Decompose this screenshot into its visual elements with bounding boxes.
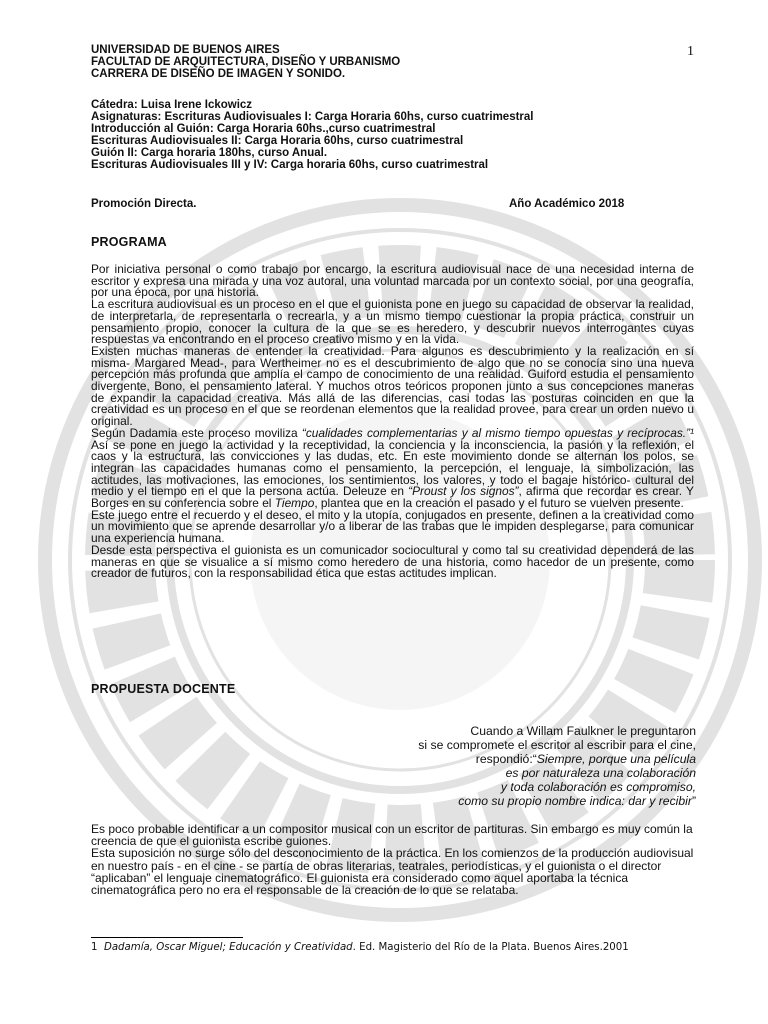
- course-line: Asignaturas: Escrituras Audiovisuales I: Carga Horaria 60hs, curso cuatrimestral: [91, 111, 534, 123]
- promotion-type: Promoción Directa.: [91, 198, 197, 210]
- book-title: “Proust y los signos”: [408, 484, 519, 499]
- paragraph: Esta suposición no surge sólo del desconocimiento de la práctica. En los comienzos de la producción audiovisual en nuestro país - en el cine - se partía de obras literarias, teatrales, periodísticas, y el guionista o el director “aplicaban” el lenguaje cinematográfico. El guionista era considerado como aquel aportaba la técnica cinematográfica pero no era el responsable de la creación de lo que se relataba.: [91, 846, 694, 898]
- section-title-propuesta: PROPUESTA DOCENTE: [91, 682, 236, 696]
- section-title-programa: PROGRAMA: [91, 235, 167, 249]
- course-line: Escrituras Audiovisuales II: Carga Horaria 60hs, curso cuatrimestral: [91, 135, 464, 147]
- programa-body: [91, 264, 694, 580]
- header-line: UNIVERSIDAD DE BUENOS AIRES: [91, 44, 280, 56]
- header-line: CARRERA DE DISEÑO DE IMAGEN Y SONIDO.: [91, 68, 346, 80]
- course-line: Introducción al Guión: Carga Horaria 60hs.,curso cuatrimestral: [91, 123, 436, 135]
- course-line: Escrituras Audiovisuales III y IV: Carga horaria 60hs, curso cuatrimestral: [91, 159, 489, 171]
- paragraph: Según Dadamia este proceso moviliza “cualidades complementarias y al mismo tiempo opuestas y recíprocas.”¹ Así se pone en juego la actividad y la receptividad, la conciencia y la inconsciencia, la pasión y la reflexión, el caos y la estructura, las convicciones y las dudas, etc. En este movimiento donde se alternan los polos, se integran las capacidades humanas como el pensamiento, la percepción, el lenguaje, la simbolización, las actitudes, las motivaciones, las emociones, los sentimientos, los valores, y todo el bagaje histórico- cultural del medio y el tiempo en el que la persona actúa. Deleuze en “Proust y los signos”, afirma que recordar es crear. Y Borges en su conferencia sobre el Tiempo, plantea que en la creación el pasado y el futuro se vuelven presente.: [91, 425, 694, 511]
- course-line: Guión II: Carga horaria 180hs, curso Anual.: [91, 147, 328, 159]
- academic-year: Año Académico 2018: [509, 198, 625, 210]
- paragraph: Este juego entre el recuerdo y el deseo, el mito y la utopía, conjugados en presente, definen a la creatividad como un movimiento que se aprende desarrollar y/o a liberar de las trabas que le impiden desplegarse, para comunicar una experiencia humana.: [91, 507, 694, 546]
- paragraph: Por iniciativa personal o como trabajo por encargo, la escritura audiovisual nace de una necesidad interna de escritor y expresa una mirada y una voz autoral, una voluntad marcada por un contexto social, por una geografía, por una época, por una historia.: [91, 262, 694, 300]
- paragraph: Es poco probable identificar a un compositor musical con un escritor de partituras. Sin embargo es muy común la creencia de que el guionista escribe guiones.: [91, 822, 693, 849]
- university-header: [91, 44, 400, 80]
- quote: “cualidades complementarias y al mismo tiempo opuestas y recíprocas.”¹: [301, 425, 694, 440]
- propuesta-body: [91, 823, 697, 896]
- conference-title: Tiempo: [274, 496, 315, 511]
- header-line: FACULTAD DE ARQUITECTURA, DISEÑO Y URBANISMO: [91, 56, 401, 68]
- course-line: Cátedra: Luisa Irene Ickowicz: [91, 99, 253, 111]
- course-info: [91, 99, 534, 171]
- page-number: 1: [687, 44, 694, 59]
- footnote: 1 Dadamía, Oscar Miguel; Educación y Creatividad. Ed. Magisterio del Río de la Plata. Buenos Aires.2001: [91, 942, 629, 953]
- footnote-separator: [91, 937, 243, 938]
- paragraph: La escritura audiovisual es un proceso en el que el guionista pone en juego su capacidad de observar la realidad, de interpretarla, de representarla o recrearla, y a un mismo tiempo cuestionar la propia práctica, construir un pensamiento propio, conocer la cultura de la que se es heredero, y descubrir nuevos interrogantes cuyas respuestas va encontrando en el proceso creativo mismo y en la vida.: [91, 297, 694, 347]
- paragraph: Desde esta perspectiva el guionista es un comunicador sociocultural y como tal su creatividad dependerá de las maneras en que se visualice a sí mismo como heredero de una historia, como hacedor de un presente, como creador de futuros, con la responsabilidad ética que estas actitudes implican.: [91, 542, 694, 581]
- paragraph: Existen muchas maneras de entender la creatividad. Para algunos es descubrimiento y la realización en sí misma- Margared Mead-, para Wertheimer no es el descubrimiento de algo que no se conocía sino una nueva percepción más profunda que amplía el campo de conocimiento de una realidad. Guiford estudia el pensamiento divergente, Bono, el pensamiento lateral. Y muchos otros teóricos proponen junto a sus concepciones maneras de expandir la capacidad creativa. Más allá de las diferencias, casi todas las posturas coinciden en que la creatividad es un proceso en el que se reordenan elementos que la realidad provee, para crear un orden nuevo u original.: [91, 343, 694, 429]
- faulkner-epigraph: Cuando a Willam Faulkner le preguntaron si se compromete el escritor al escribir para el cine, respondió:“Siempre, porque una película es por naturaleza una colaboración y toda colaboración es compromiso, como su propio nombre indica: dar y recibir”: [418, 724, 696, 809]
- footnote-citation: Dadamía, Oscar Miguel; Educación y Creatividad: [103, 942, 353, 953]
